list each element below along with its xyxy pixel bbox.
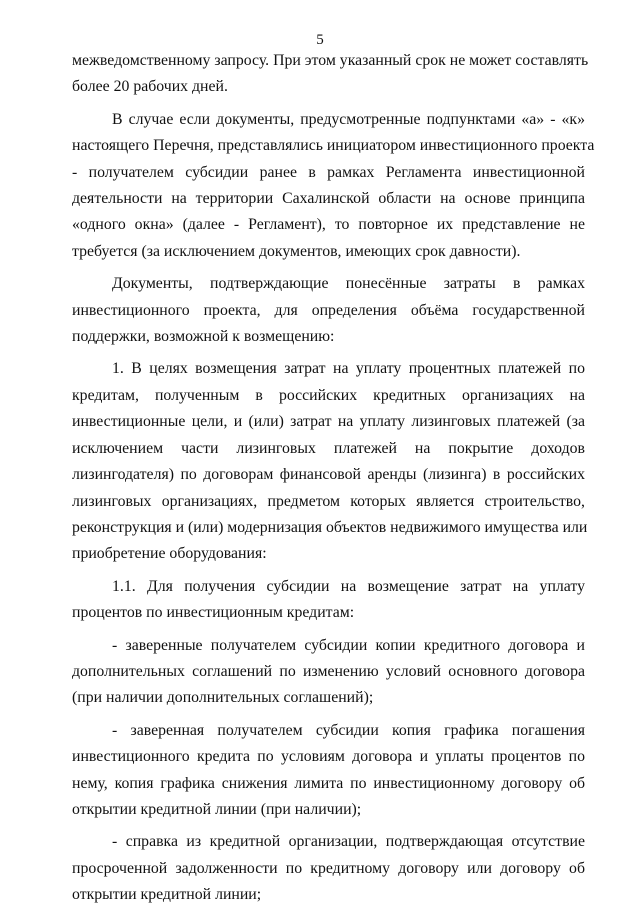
paragraph-item-1 bbox=[72, 356, 588, 567]
list-item-bank-certificate bbox=[72, 829, 585, 908]
text-line: - получателем субсидии ранее в рамках Регламента инвестиционной bbox=[72, 163, 585, 181]
text-line: приобретение оборудования: bbox=[72, 545, 267, 563]
text-line: 1.1. Для получения субсидии на возмещение затрат на уплату bbox=[112, 577, 585, 595]
text-line: инвестиционного кредита по условиям договора и уплаты процентов по bbox=[72, 748, 585, 766]
text-line: процентов по инвестиционным кредитам: bbox=[72, 604, 355, 622]
text-line: поддержки, возможной к возмещению: bbox=[72, 328, 335, 346]
text-line: нему, копия графика снижения лимита по инвестиционному договору об bbox=[72, 774, 585, 792]
text-line: лизинговых организациях, предметом которых является строительство, bbox=[72, 492, 585, 510]
text-line: деятельности на территории Сахалинской области на основе принципа bbox=[72, 190, 585, 208]
text-line: настоящего Перечня, представлялись инициатором инвестиционного проекта bbox=[72, 137, 595, 155]
text-line: дополнительных соглашений по изменению условий основного договора bbox=[72, 662, 585, 680]
text-line: кредитам, полученным в российских кредитных организациях на bbox=[72, 386, 585, 404]
text-line: инвестиционные цели, и (или) затрат на уплату лизинговых платежей (за bbox=[72, 413, 585, 431]
text-line: реконструкция и (или) модернизация объектов недвижимого имущества или bbox=[72, 518, 588, 536]
text-line: (при наличии дополнительных соглашений); bbox=[72, 689, 374, 707]
text-line: более 20 рабочих дней. bbox=[72, 78, 228, 96]
text-line: - справка из кредитной организации, подтверждающая отсутствие bbox=[112, 833, 585, 851]
list-item-repayment-schedule bbox=[72, 718, 585, 824]
text-line: - заверенная получателем субсидии копия графика погашения bbox=[112, 721, 585, 739]
paragraph-cost-documents bbox=[72, 271, 585, 350]
text-line: В случае если документы, предусмотренные подпунктами «а» - «к» bbox=[112, 110, 585, 128]
text-line: 1. В целях возмещения затрат на уплату процентных платежей по bbox=[112, 360, 585, 378]
text-line: лизингодателя) по договорам финансовой аренды (лизинга) в российских bbox=[72, 466, 585, 484]
document-body bbox=[72, 48, 595, 909]
list-item-credit-agreement bbox=[72, 633, 585, 712]
text-line: инвестиционного проекта, для определения объёма государственной bbox=[72, 301, 585, 319]
paragraph-request-deadline bbox=[72, 48, 589, 101]
paragraph-item-1-1 bbox=[72, 574, 585, 627]
text-line: Документы, подтверждающие понесённые затраты в рамках bbox=[112, 275, 585, 293]
text-line: требуется (за исключением документов, имеющих срок давности). bbox=[72, 242, 521, 260]
text-line: «одного окна» (далее - Регламент), то повторное их представление не bbox=[72, 216, 585, 234]
text-line: межведомственному запросу. При этом указанный срок не может составлять bbox=[72, 52, 589, 69]
text-line: просроченной задолженности по кредитному договору или договору об bbox=[72, 859, 585, 877]
paragraph-previously-submitted bbox=[72, 107, 595, 265]
text-line: открытии кредитной линии; bbox=[72, 886, 262, 904]
text-line: открытии кредитной линии (при наличии); bbox=[72, 800, 362, 818]
text-line: - заверенные получателем субсидии копии кредитного договора и bbox=[112, 636, 585, 654]
page-number: 5 bbox=[316, 32, 324, 48]
text-line: исключением части лизинговых платежей на покрытие доходов bbox=[72, 439, 585, 457]
